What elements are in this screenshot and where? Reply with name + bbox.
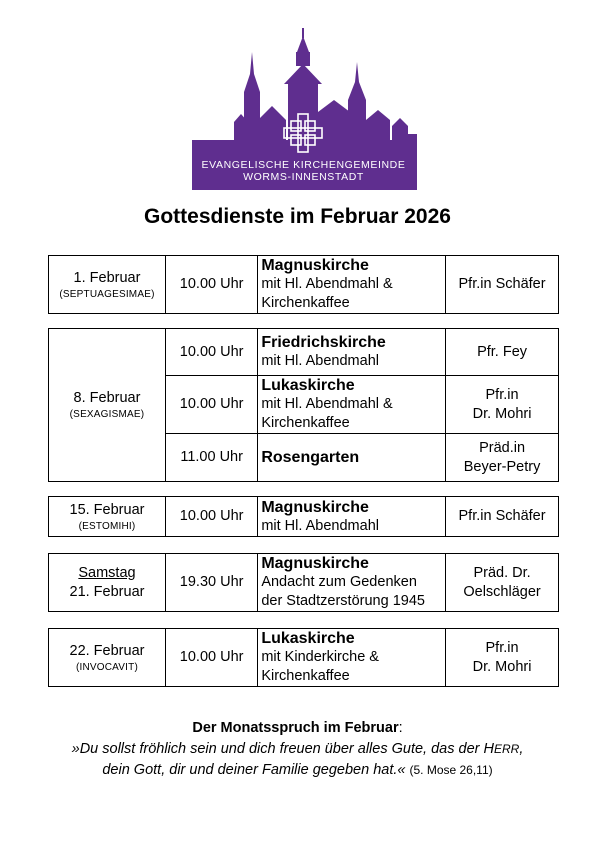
church-cell <box>258 497 446 537</box>
church-cell <box>258 256 446 314</box>
pastor-cell <box>446 434 559 482</box>
church-name: Magnuskirche <box>261 555 369 572</box>
time-cell: 11.00 Uhr <box>165 434 257 482</box>
table-row <box>49 629 559 687</box>
date-cell <box>49 256 166 314</box>
verse-heading: Der Monatsspruch im Februar <box>192 720 399 736</box>
verse-text: dein Gott, dir und deiner Familie gegeben hat.« <box>102 762 406 778</box>
time-cell: 10.00 Uhr <box>165 629 257 687</box>
church-cell <box>258 376 446 434</box>
sunday-name: (SEXAGISMAE) <box>69 409 145 420</box>
service-table-1 <box>48 255 559 314</box>
date-text: 21. Februar <box>69 583 145 600</box>
monthly-verse <box>0 718 595 781</box>
pastor-cell: Pfr.in Schäfer <box>446 497 559 537</box>
church-note: Kirchenkaffee <box>261 668 350 684</box>
church-cell <box>258 434 446 482</box>
sunday-name: (INVOCAVIT) <box>75 661 138 673</box>
pastor-line: Oelschläger <box>463 583 541 600</box>
logo-line2: WORMS-INNENSTADT <box>243 171 364 183</box>
date-cell <box>49 629 166 687</box>
church-logo <box>0 22 595 194</box>
pastor-line: Pfr.in <box>485 639 519 656</box>
logo-line1: EVANGELISCHE KIRCHENGEMEINDE <box>201 159 406 171</box>
table-row <box>49 554 559 612</box>
church-name: Magnuskirche <box>261 257 369 274</box>
verse-line-1: »Du sollst fröhlich sein und dich freuen über alles Gute, das der HERR, <box>71 741 524 757</box>
church-name: Friedrichskirche <box>261 334 386 351</box>
page-title: Gottesdienste im Februar 2026 <box>144 205 451 228</box>
date-cell <box>49 497 166 537</box>
pastor-cell <box>446 554 559 612</box>
church-note: mit Hl. Abendmahl & <box>261 276 393 292</box>
church-name: Magnuskirche <box>261 498 369 516</box>
time-cell: 10.00 Uhr <box>165 497 257 537</box>
table-row <box>49 256 559 314</box>
time-cell: 10.00 Uhr <box>165 376 257 434</box>
date-cell <box>49 329 166 482</box>
sunday-name: (SEPTUAGESIMAE) <box>59 288 155 300</box>
verse-reference: (5. Mose 26,11) <box>409 763 493 777</box>
church-note: mit Hl. Abendmahl <box>261 517 379 534</box>
church-name: Rosengarten <box>261 448 360 466</box>
date-text: 8. Februar <box>73 390 141 406</box>
verse-heading-colon: : <box>398 720 403 736</box>
church-cell <box>258 554 446 612</box>
service-table-2 <box>48 328 559 482</box>
pastor-line: Präd.in <box>479 439 526 456</box>
verse-heading-line <box>0 718 595 739</box>
pastor-line: Dr. Mohri <box>472 405 532 422</box>
pastor-cell <box>446 376 559 434</box>
table-row <box>49 329 559 376</box>
church-cell <box>258 629 446 687</box>
time-cell: 10.00 Uhr <box>165 256 257 314</box>
date-text: 1. Februar <box>73 269 141 286</box>
service-table-5 <box>48 628 559 687</box>
date-text: 15. Februar <box>69 501 145 518</box>
service-table-4 <box>48 553 559 612</box>
date-text: 22. Februar <box>69 642 145 659</box>
pastor-cell: Pfr. Fey <box>446 329 559 376</box>
time-cell: 10.00 Uhr <box>165 329 257 376</box>
date-cell <box>49 554 166 612</box>
church-cell <box>258 329 446 376</box>
pastor-cell: Pfr.in Schäfer <box>446 256 559 314</box>
sunday-name: (ESTOMIHI) <box>78 520 136 532</box>
pastor-line: Dr. Mohri <box>472 658 532 675</box>
church-name: Lukaskirche <box>261 377 355 394</box>
church-note: Kirchenkaffee <box>261 415 350 431</box>
church-note: mit Hl. Abendmahl <box>261 353 379 369</box>
church-note: mit Hl. Abendmahl & <box>261 396 393 412</box>
pastor-cell <box>446 629 559 687</box>
church-note: der Stadtzerstörung 1945 <box>261 593 425 609</box>
time-cell: 19.30 Uhr <box>165 554 257 612</box>
pastor-line: Pfr.in <box>485 386 519 403</box>
church-note: Kirchenkaffee <box>261 295 350 311</box>
pastor-line: Beyer-Petry <box>463 458 541 475</box>
church-name: Lukaskirche <box>261 630 355 647</box>
pastor-line: Präd. Dr. <box>473 564 531 581</box>
date-weekday: Samstag <box>78 564 136 581</box>
verse-line-2 <box>0 760 595 781</box>
church-note: mit Kinderkirche & <box>261 649 379 665</box>
table-row <box>49 497 559 537</box>
service-table-3 <box>48 496 559 537</box>
church-note: Andacht zum Gedenken <box>261 574 417 590</box>
